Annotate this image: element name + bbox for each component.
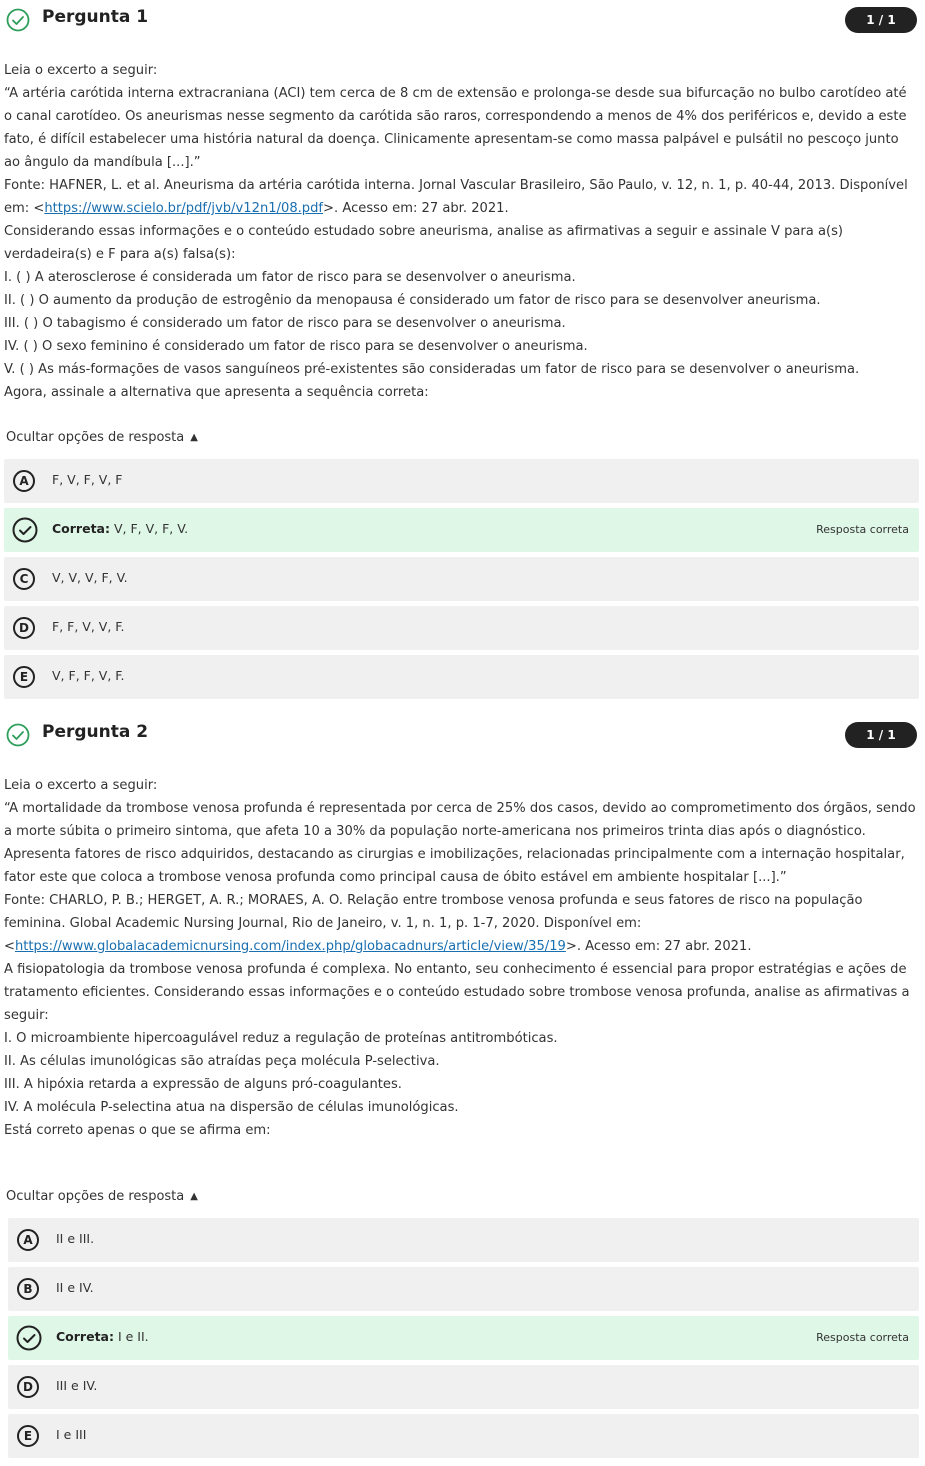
source-citation: <https://www.globalacademicnursing.com/index.php/globacadnurs/article/view/35/19>. Acesso em: 27 abr. 2021. — [4, 939, 752, 954]
answer-option[interactable] — [4, 459, 919, 503]
source-link[interactable]: https://www.scielo.br/pdf/jvb/v12n1/08.pdf — [44, 201, 324, 216]
question-1 — [0, 0, 925, 684]
question-text — [4, 59, 917, 404]
paragraph: Está correto apenas o que se afirma em: — [4, 1123, 271, 1138]
chevron-up-icon: ▲ — [190, 1191, 198, 1202]
answer-option[interactable] — [8, 1414, 919, 1458]
paragraph: II. As células imunológicas são atraídas peça molécula P-selectiva. — [4, 1054, 440, 1069]
check-circle-icon — [6, 8, 30, 32]
option-letter: C — [13, 568, 35, 590]
paragraph: Considerando essas informações e o conteúdo estudado sobre aneurisma, analise as afirmativas a seguir e assinale V para a(s) verdadeira(s) e F para a(s) falsa(s): — [4, 224, 844, 262]
answer-option[interactable] — [4, 606, 919, 650]
chevron-up-icon: ▲ — [190, 432, 198, 443]
option-text: V, F, F, V, F. — [52, 668, 125, 683]
feedback-label: Resposta correta — [816, 1331, 909, 1344]
answer-option[interactable] — [8, 1267, 919, 1311]
paragraph: I. O microambiente hipercoagulável reduz a regulação de proteínas antitrombóticas. — [4, 1031, 558, 1046]
option-text: F, V, F, V, F — [52, 472, 123, 487]
option-letter: D — [13, 617, 35, 639]
answer-option-correct[interactable] — [4, 508, 919, 552]
paragraph: III. ( ) O tabagismo é considerado um fator de risco para se desenvolver o aneurisma. — [4, 316, 566, 331]
paragraph: Fonte: CHARLO, P. B.; HERGET, A. R.; MORAES, A. O. Relação entre trombose venosa profunda e seus fatores de risco na população feminina. Global Academic Nursing Journal, Rio de Janeiro, v. 1, n. 1, p. 1-7, 2020. Disponível em: — [4, 893, 863, 931]
answer-option-correct[interactable] — [8, 1316, 919, 1360]
paragraph: Leia o excerto a seguir: — [4, 778, 158, 793]
question-text — [4, 774, 917, 1142]
answer-option[interactable] — [4, 557, 919, 601]
paragraph: Agora, assinale a alternativa que apresenta a sequência correta: — [4, 385, 429, 400]
answer-option[interactable] — [4, 655, 919, 699]
question-header — [0, 0, 925, 38]
check-circle-icon — [6, 723, 30, 747]
question-2 — [0, 715, 925, 1443]
question-title: Pergunta 1 — [42, 7, 149, 27]
option-letter: A — [13, 470, 35, 492]
paragraph: IV. ( ) O sexo feminino é considerado um fator de risco para se desenvolver o aneurisma. — [4, 339, 588, 354]
paragraph: Leia o excerto a seguir: — [4, 63, 158, 78]
score-badge: 1 / 1 — [845, 7, 917, 33]
toggle-options-button[interactable]: Ocultar opções de resposta ▲ — [6, 1189, 198, 1204]
option-text: V, V, V, F, V. — [52, 570, 128, 585]
option-text: Correta: I e II. — [56, 1329, 149, 1344]
option-text: I e III — [56, 1427, 87, 1442]
option-letter: E — [13, 666, 35, 688]
option-text: Correta: V, F, V, F, V. — [52, 521, 189, 536]
paragraph: III. A hipóxia retarda a expressão de alguns pró-coagulantes. — [4, 1077, 402, 1092]
toggle-options-button[interactable]: Ocultar opções de resposta ▲ — [6, 430, 198, 445]
option-text: III e IV. — [56, 1378, 98, 1393]
check-circle-icon — [12, 517, 38, 543]
question-header — [0, 715, 925, 753]
source-link[interactable]: https://www.globalacademicnursing.com/index.php/globacadnurs/article/view/35/19 — [14, 939, 566, 954]
paragraph: IV. A molécula P-selectina atua na dispersão de células imunológicas. — [4, 1100, 459, 1115]
question-title: Pergunta 2 — [42, 722, 149, 742]
paragraph: I. ( ) A aterosclerose é considerada um fator de risco para se desenvolver o aneurisma. — [4, 270, 576, 285]
score-badge: 1 / 1 — [845, 722, 917, 748]
option-letter: A — [17, 1229, 39, 1251]
option-letter: B — [17, 1278, 39, 1300]
source-citation: Fonte: HAFNER, L. et al. Aneurisma da artéria carótida interna. Jornal Vascular Brasileiro, São Paulo, v. 12, n. 1, p. 40-44, 2013. Disponível em: <https://www.scielo.br/pdf/jvb/v12n1/08.pdf>. Acesso em: 27 abr. 2021. — [4, 178, 908, 216]
check-circle-icon — [16, 1325, 42, 1351]
answer-option[interactable] — [8, 1365, 919, 1409]
paragraph: “A mortalidade da trombose venosa profunda é representada por cerca de 25% dos casos, devido ao comprometimento dos órgãos, sendo a morte súbita o primeiro sintoma, que afeta 10 a 30% da população norte-americana nos primeiros trinta dias após o diagnóstico. Apresenta fatores de risco adquiridos, destacando as cirurgias e imobilizações, relacionadas principalmente com a internação hospitalar, fator este que coloca a trombose venosa profunda como principal causa de óbito estável em ambiente hospitalar [...].” — [4, 801, 916, 885]
option-text: II e IV. — [56, 1280, 94, 1295]
answer-option[interactable] — [8, 1218, 919, 1262]
feedback-label: Resposta correta — [816, 523, 909, 536]
paragraph: “A artéria carótida interna extracraniana (ACI) tem cerca de 8 cm de extensão e prolonga-se desde sua bifurcação no bulbo carotídeo até o canal carotídeo. Os aneurismas nesse segmento da carótida são raros, correspondendo a menos de 4% dos periféricos e, devido a este fato, é difícil estabelecer uma história natural da doença. Clinicamente apresentam-se como massa palpável e pulsátil no pescoço junto ao ângulo da mandíbula [...].” — [4, 86, 907, 170]
option-text: F, F, V, V, F. — [52, 619, 125, 634]
option-text: II e III. — [56, 1231, 95, 1246]
paragraph: V. ( ) As más-formações de vasos sanguíneos pré-existentes são consideradas um fator de risco para se desenvolver o aneurisma. — [4, 362, 860, 377]
paragraph: A fisiopatologia da trombose venosa profunda é complexa. No entanto, seu conhecimento é essencial para propor estratégias e ações de tratamento eficientes. Considerando essas informações e o conteúdo estudado sobre trombose venosa profunda, analise as afirmativas a seguir: — [4, 962, 910, 1023]
paragraph: II. ( ) O aumento da produção de estrogênio da menopausa é considerado um fator de risco para se desenvolver aneurisma. — [4, 293, 821, 308]
option-letter: D — [17, 1376, 39, 1398]
option-letter: E — [17, 1425, 39, 1447]
